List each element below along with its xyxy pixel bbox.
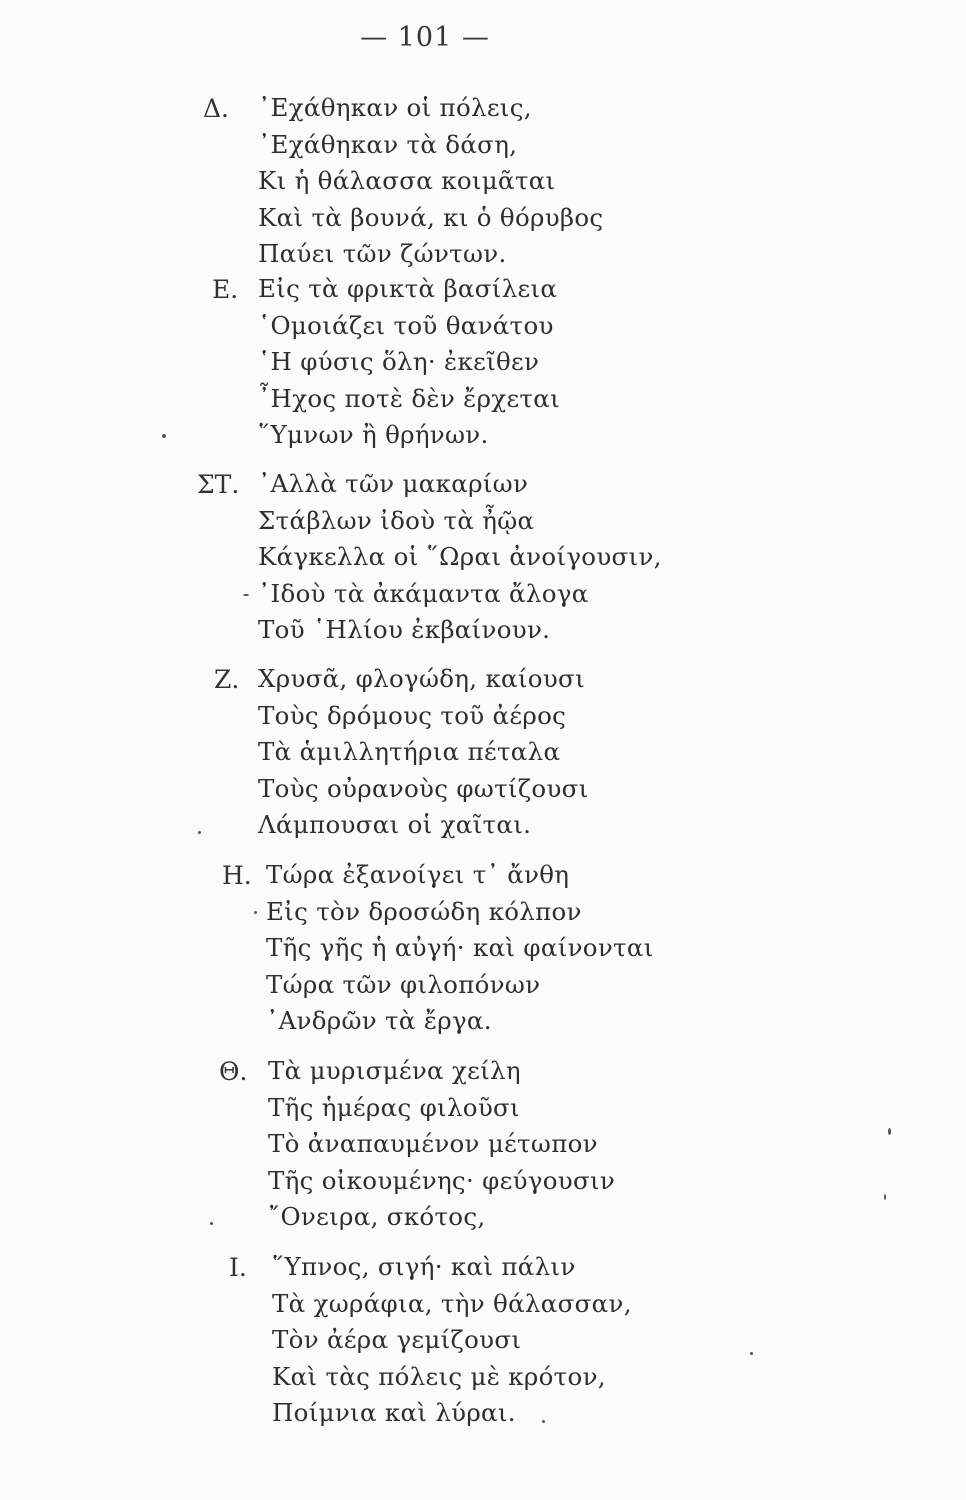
poem-line: ῾Ομοιάζει τοῦ θανάτου [258, 310, 554, 340]
poem-line: Χρυσᾶ, φλογώδη, καίουσι [258, 664, 585, 693]
poem-line: ᾿Εχάθηκαν τὰ δάση, [258, 129, 518, 159]
stanza-label: Η. [222, 861, 252, 890]
stanza-label: Ι. [229, 1253, 247, 1282]
scan-speck [254, 911, 257, 914]
poem-line: Τώρα ἐξανοίγει τ᾿ ἄνθη [266, 860, 570, 889]
poem-line: ῏Ηχος ποτὲ δὲν ἔρχεται [258, 383, 561, 413]
scan-speck [198, 831, 201, 834]
poem-line: Λάμπουσαι οἱ χαῖται. [258, 810, 532, 839]
stanza-label: Ζ. [214, 665, 240, 694]
scan-speck [542, 1420, 545, 1423]
poem-line: Καὶ τὰ βουνά, κι ὁ θόρυβος [258, 202, 604, 232]
stanza-lines [258, 271, 560, 454]
scan-speck [884, 1194, 886, 1200]
poem-line: Τῆς ἡμέρας φιλοῦσι [268, 1092, 520, 1122]
poem-line: Κι ἡ θάλασσα κοιμᾶται [258, 166, 556, 195]
poem-line: Κάγκελλα οἱ ῞Ωραι ἀνοίγουσιν, [258, 542, 662, 571]
poem-line: Τοῦ ῾Ηλίου ἐκβαίνουν. [258, 615, 551, 644]
scan-speck [243, 594, 249, 596]
scan-speck [210, 1222, 213, 1225]
stanza-lines [258, 466, 662, 649]
poem-line: ᾿Ανδρῶν τὰ ἔργα. [266, 1006, 492, 1035]
poem-line: Τοὺς οὐρανοὺς φωτίζουσι [258, 773, 589, 803]
poem-line: Τὸν ἀέρα γεμίζουσι [272, 1325, 522, 1354]
poem-line: Τώρα τῶν φιλοπόνων [266, 969, 541, 999]
stanza-lines [266, 857, 654, 1040]
poem-line: ῞Υμνων ἢ θρήνων. [258, 420, 489, 449]
poem-line: Παύει τῶν ζώντων. [258, 239, 507, 268]
poem-line: Στάβλων ἰδοὺ τὰ ἦῷα [258, 505, 535, 535]
poem-line: Τὰ χωράφια, τὴν θάλασσαν, [272, 1288, 632, 1318]
stanza-lines [258, 90, 603, 273]
poem-line: ᾿Ιδοὺ τὰ ἀκάμαντα ἄλογα [258, 578, 589, 608]
poem-line: Εἰς τὸν δροσώδη κόλπον [266, 896, 582, 926]
stanza-label: Θ. [219, 1057, 248, 1086]
poem-line: ῾Η φύσις ὅλη· ἐκεῖθεν [258, 347, 540, 376]
scan-speck [162, 434, 166, 438]
poem-line: Τὸ ἀναπαυμένον μέτωπον [268, 1129, 598, 1158]
stanza-label: ΣΤ. [197, 470, 240, 499]
poem-line: Τοὺς δρόμους τοῦ ἀέρος [258, 700, 567, 730]
poem-line: Τὰ ἁμιλλητήρια πέταλα [258, 737, 561, 766]
poem-line: Εἰς τὰ φρικτὰ βασίλεια [258, 274, 558, 303]
poem-line: Καὶ τὰς πόλεις μὲ κρότον, [272, 1361, 606, 1391]
poem-line: ᾿Εχάθηκαν οἱ πόλεις, [258, 93, 532, 122]
poem-line: Τῆς οἰκουμένης· φεύγουσιν [268, 1165, 616, 1195]
page-number: — 101 — [360, 22, 490, 53]
poem-line: ῞Υπνος, σιγή· καὶ πάλιν [272, 1252, 576, 1281]
stanza-lines [272, 1249, 632, 1432]
poem-line: Τῆς γῆς ἡ αὐγή· καὶ φαίνονται [266, 933, 654, 962]
stanza-lines [258, 661, 589, 844]
scan-speck [750, 1352, 753, 1355]
poem-line: Ποίμνια καὶ λύραι. [272, 1398, 516, 1427]
stanza-label: Δ. [203, 94, 230, 123]
poem-line: Τὰ μυρισμένα χείλη [268, 1056, 521, 1085]
poem-line: ῎Ονειρα, σκότος, [268, 1202, 486, 1231]
scan-speck [888, 1128, 891, 1135]
stanza-lines [268, 1053, 615, 1236]
poem-line: ᾿Αλλὰ τῶν μακαρίων [258, 469, 529, 498]
stanza-label: Ε. [212, 275, 239, 304]
